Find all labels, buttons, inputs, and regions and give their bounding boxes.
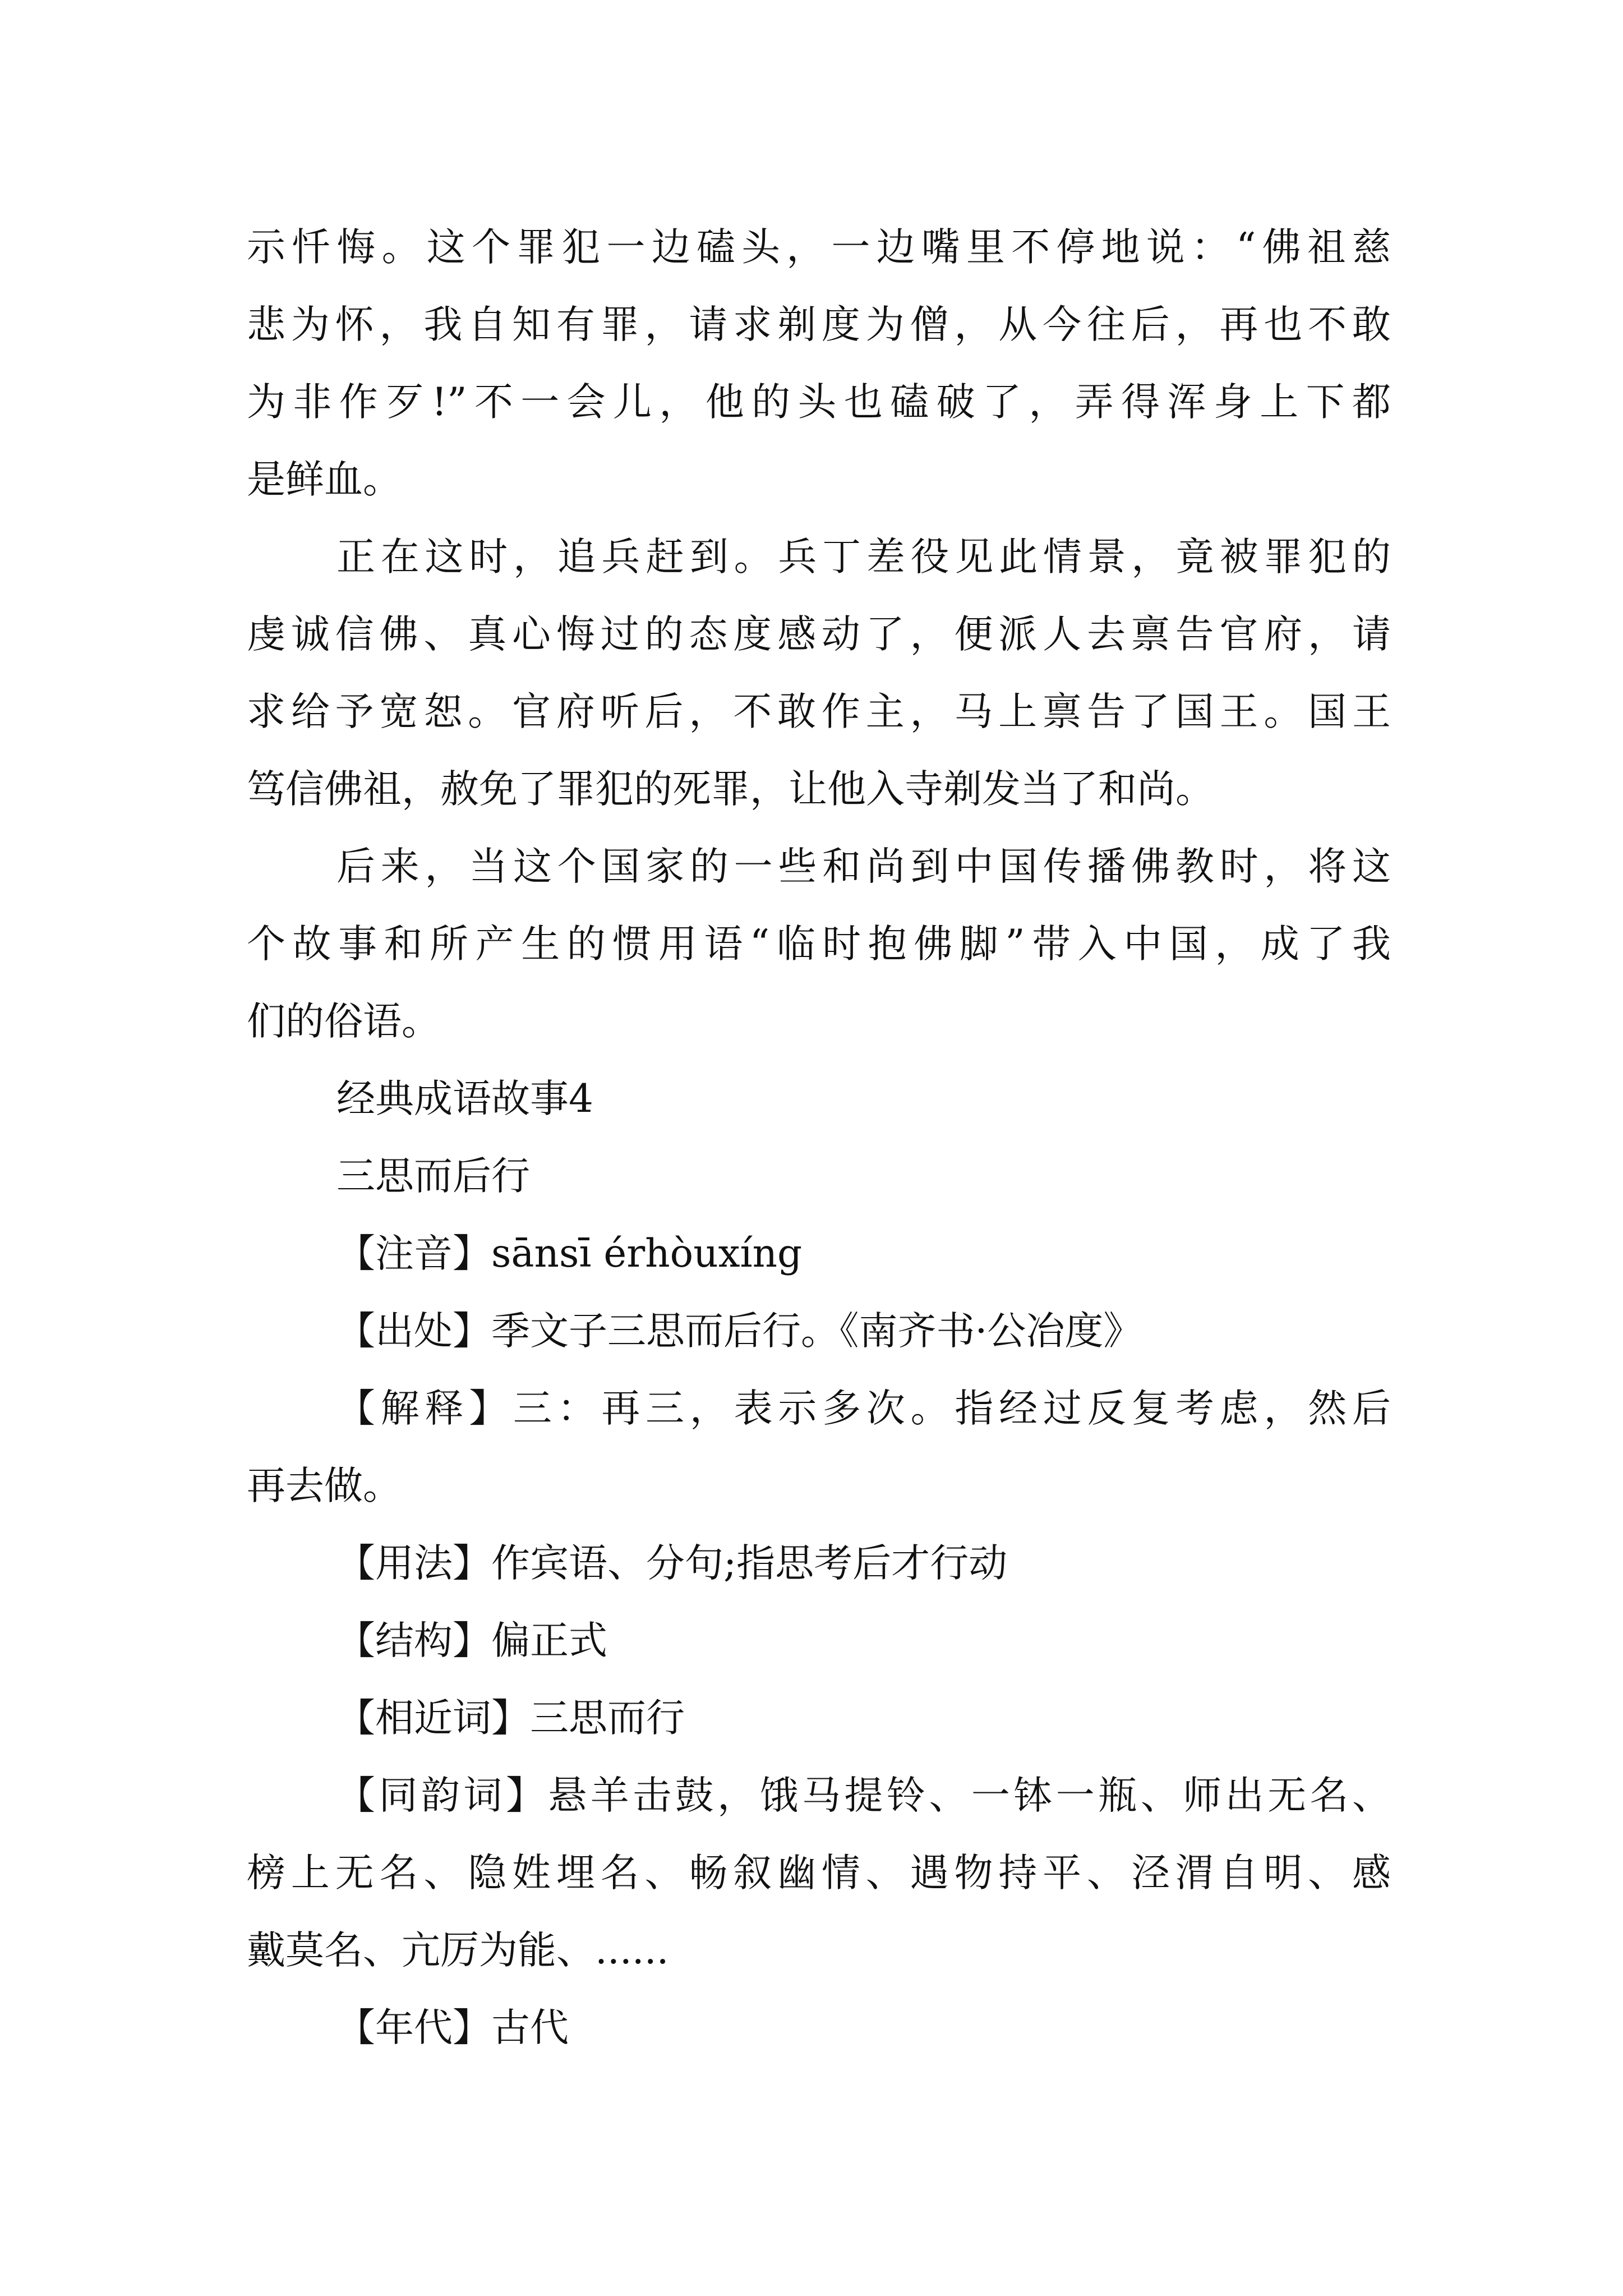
paragraph: [247, 828, 1391, 1060]
text-line: 虔诚信佛、真心悔过的态度感动了，便派人去禀告官府，请: [247, 612, 1391, 657]
idiom-title: 三思而后行: [336, 1154, 530, 1199]
usage-entry: 【用法】作宾语、分句;指思考后才行动: [336, 1541, 1008, 1586]
era-entry: 【年代】古代: [336, 2005, 569, 2050]
text-line: 个故事和所产生的惯用语“临时抱佛脚”带入中国，成了我: [247, 922, 1391, 967]
pinyin-entry: 【注音】sānsī érhòuxíng: [336, 1231, 803, 1276]
text-line: 悲为怀，我自知有罪，请求剃度为僧，从今往后，再也不敢: [247, 302, 1391, 347]
similar-words-entry: 【相近词】三思而行: [336, 1696, 685, 1741]
text-line: 榜上无名、隐姓埋名、畅叙幽情、遇物持平、泾渭自明、感: [247, 1851, 1391, 1895]
source-entry: 【出处】季文子三思而后行。《南齐书·公冶度》: [336, 1309, 1142, 1354]
explanation-entry: [247, 1370, 1391, 1525]
text-line: 求给予宽恕。官府听后，不敢作主，马上禀告了国王。国王: [247, 689, 1391, 734]
structure-entry: 【结构】偏正式: [336, 1618, 607, 1663]
rhyming-words-entry: [247, 1757, 1391, 1989]
text-line: 们的俗语。: [247, 999, 440, 1044]
text-line: 正在这时，追兵赶到。兵丁差役见此情景，竟被罪犯的: [336, 535, 1391, 579]
paragraph: [247, 209, 1391, 518]
text-line: 笃信佛祖，赦免了罪犯的死罪，让他入寺剃发当了和尚。: [247, 767, 1214, 812]
text-line: 是鲜血。: [247, 457, 402, 502]
document-page: [247, 209, 1391, 2067]
text-line: 【同韵词】悬羊击鼓，饿马提铃、一钵一瓶、师出无名、: [336, 1773, 1391, 1818]
text-line: 示忏悔。这个罪犯一边磕头，一边嘴里不停地说：“佛祖慈: [247, 225, 1391, 270]
text-line: 【解释】三：再三，表示多次。指经过反复考虑，然后: [336, 1386, 1391, 1431]
paragraph: [247, 518, 1391, 828]
text-line: 后来，当这个国家的一些和尚到中国传播佛教时，将这: [336, 844, 1391, 889]
text-line: 戴莫名、亢厉为能、......: [247, 1928, 669, 1973]
text-line: 再去做。: [247, 1464, 402, 1508]
story-heading: 经典成语故事4: [336, 1076, 593, 1121]
text-line: 为非作歹!”不一会儿，他的头也磕破了，弄得浑身上下都: [247, 380, 1391, 425]
